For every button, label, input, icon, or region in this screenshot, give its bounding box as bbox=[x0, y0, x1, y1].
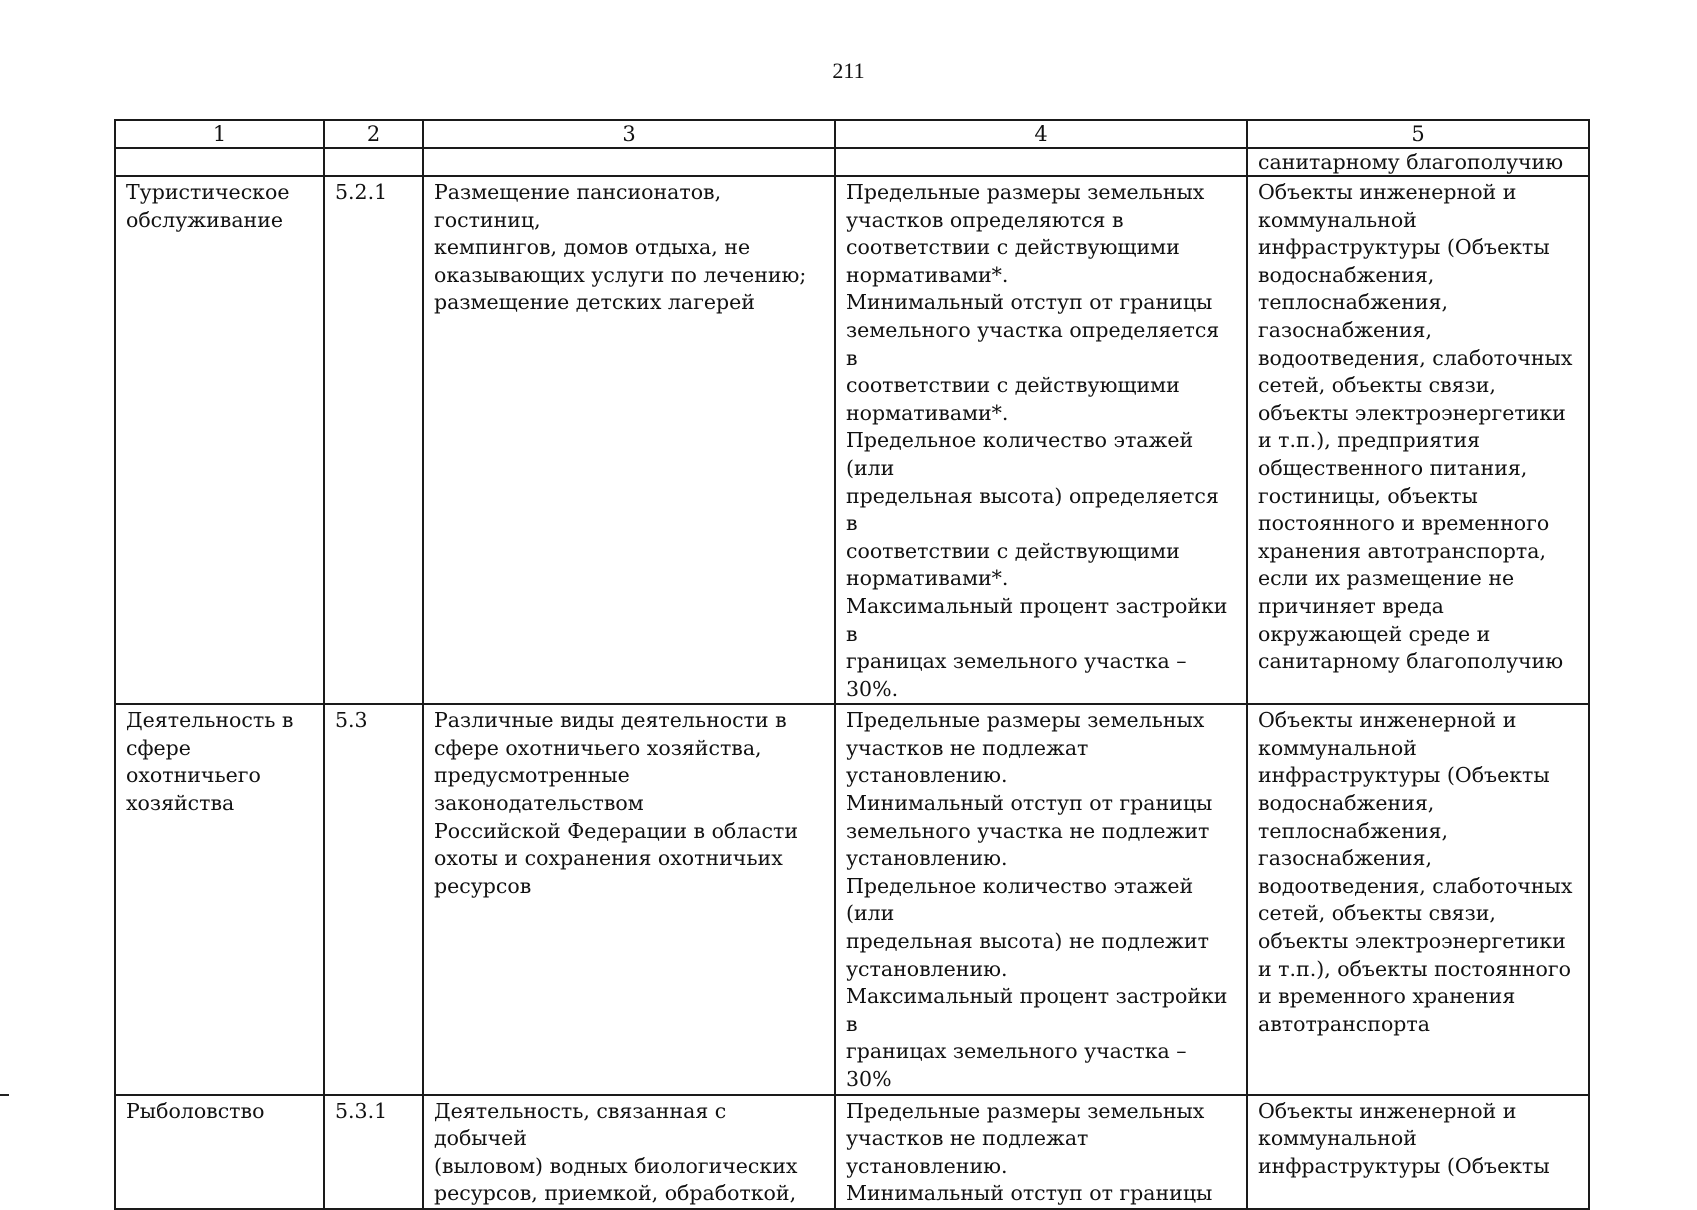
column-number-cell: 3 bbox=[423, 120, 835, 148]
table-row bbox=[115, 1095, 1589, 1209]
use-type-description: Различные виды деятельности в сфере охотничьего хозяйства, предусмотренные законодательством Российской Федерации в области охоты и сохранения охотничьих ресурсов bbox=[423, 704, 835, 1094]
use-type-code: 5.3 bbox=[324, 704, 423, 1094]
land-use-table bbox=[114, 119, 1590, 1210]
use-type-name: Рыболовство bbox=[115, 1095, 324, 1209]
use-type-description: Размещение пансионатов, гостиниц, кемпингов, домов отдыха, не оказывающих услуги по лечению; размещение детских лагерей bbox=[423, 176, 835, 704]
building-parameters: Предельные размеры земельных участков не подлежат установлению. Минимальный отступ от границы земельного участка не подлежит установлению. Предельное количество этажей (или предельная высота) не подлежит установлению. Максимальный процент застройки в границах земельного участка – 30% bbox=[835, 704, 1247, 1094]
use-type-code: 5.2.1 bbox=[324, 176, 423, 704]
column-number-cell: 1 bbox=[115, 120, 324, 148]
use-type-code: 5.3.1 bbox=[324, 1095, 423, 1209]
margin-tick-mark bbox=[0, 1094, 9, 1096]
table-row bbox=[115, 704, 1589, 1094]
continuation-cell bbox=[835, 148, 1247, 176]
column-number-cell: 4 bbox=[835, 120, 1247, 148]
column-number-cell: 5 bbox=[1247, 120, 1589, 148]
use-type-description: Деятельность, связанная с добычей (выловом) водных биологических ресурсов, приемкой, обработкой, bbox=[423, 1095, 835, 1209]
building-parameters: Предельные размеры земельных участков не подлежат установлению. Минимальный отступ от границы bbox=[835, 1095, 1247, 1209]
use-type-name: Деятельность в сфере охотничьего хозяйства bbox=[115, 704, 324, 1094]
continuation-cell: санитарному благополучию bbox=[1247, 148, 1589, 176]
column-number-cell: 2 bbox=[324, 120, 423, 148]
page-number: 211 bbox=[832, 58, 865, 83]
building-parameters: Предельные размеры земельных участков определяются в соответствии с действующими нормативами*. Минимальный отступ от границы земельного участка определяется в соответствии с действующими нормативами*. Предельное количество этажей (или предельная высота) определяется в соответствии с действующими нормативами*. Максимальный процент застройки в границах земельного участка – 30%. bbox=[835, 176, 1247, 704]
continuation-cell bbox=[423, 148, 835, 176]
continuation-cell bbox=[324, 148, 423, 176]
use-type-name: Туристическое обслуживание bbox=[115, 176, 324, 704]
table-row bbox=[115, 176, 1589, 704]
continuation-row bbox=[115, 148, 1589, 176]
auxiliary-uses: Объекты инженерной и коммунальной инфраструктуры (Объекты водоснабжения, теплоснабжения, газоснабжения, водоотведения, слаботочных сетей, объекты связи, объекты электроэнергетики и т.п.), объекты постоянного и временного хранения автотранспорта bbox=[1247, 704, 1589, 1094]
column-number-row bbox=[115, 120, 1589, 148]
auxiliary-uses: Объекты инженерной и коммунальной инфраструктуры (Объекты bbox=[1247, 1095, 1589, 1209]
auxiliary-uses: Объекты инженерной и коммунальной инфраструктуры (Объекты водоснабжения, теплоснабжения, газоснабжения, водоотведения, слаботочных сетей, объекты связи, объекты электроэнергетики и т.п.), предприятия общественного питания, гостиницы, объекты постоянного и временного хранения автотранспорта, если их размещение не причиняет вреда окружающей среде и санитарному благополучию bbox=[1247, 176, 1589, 704]
continuation-cell bbox=[115, 148, 324, 176]
